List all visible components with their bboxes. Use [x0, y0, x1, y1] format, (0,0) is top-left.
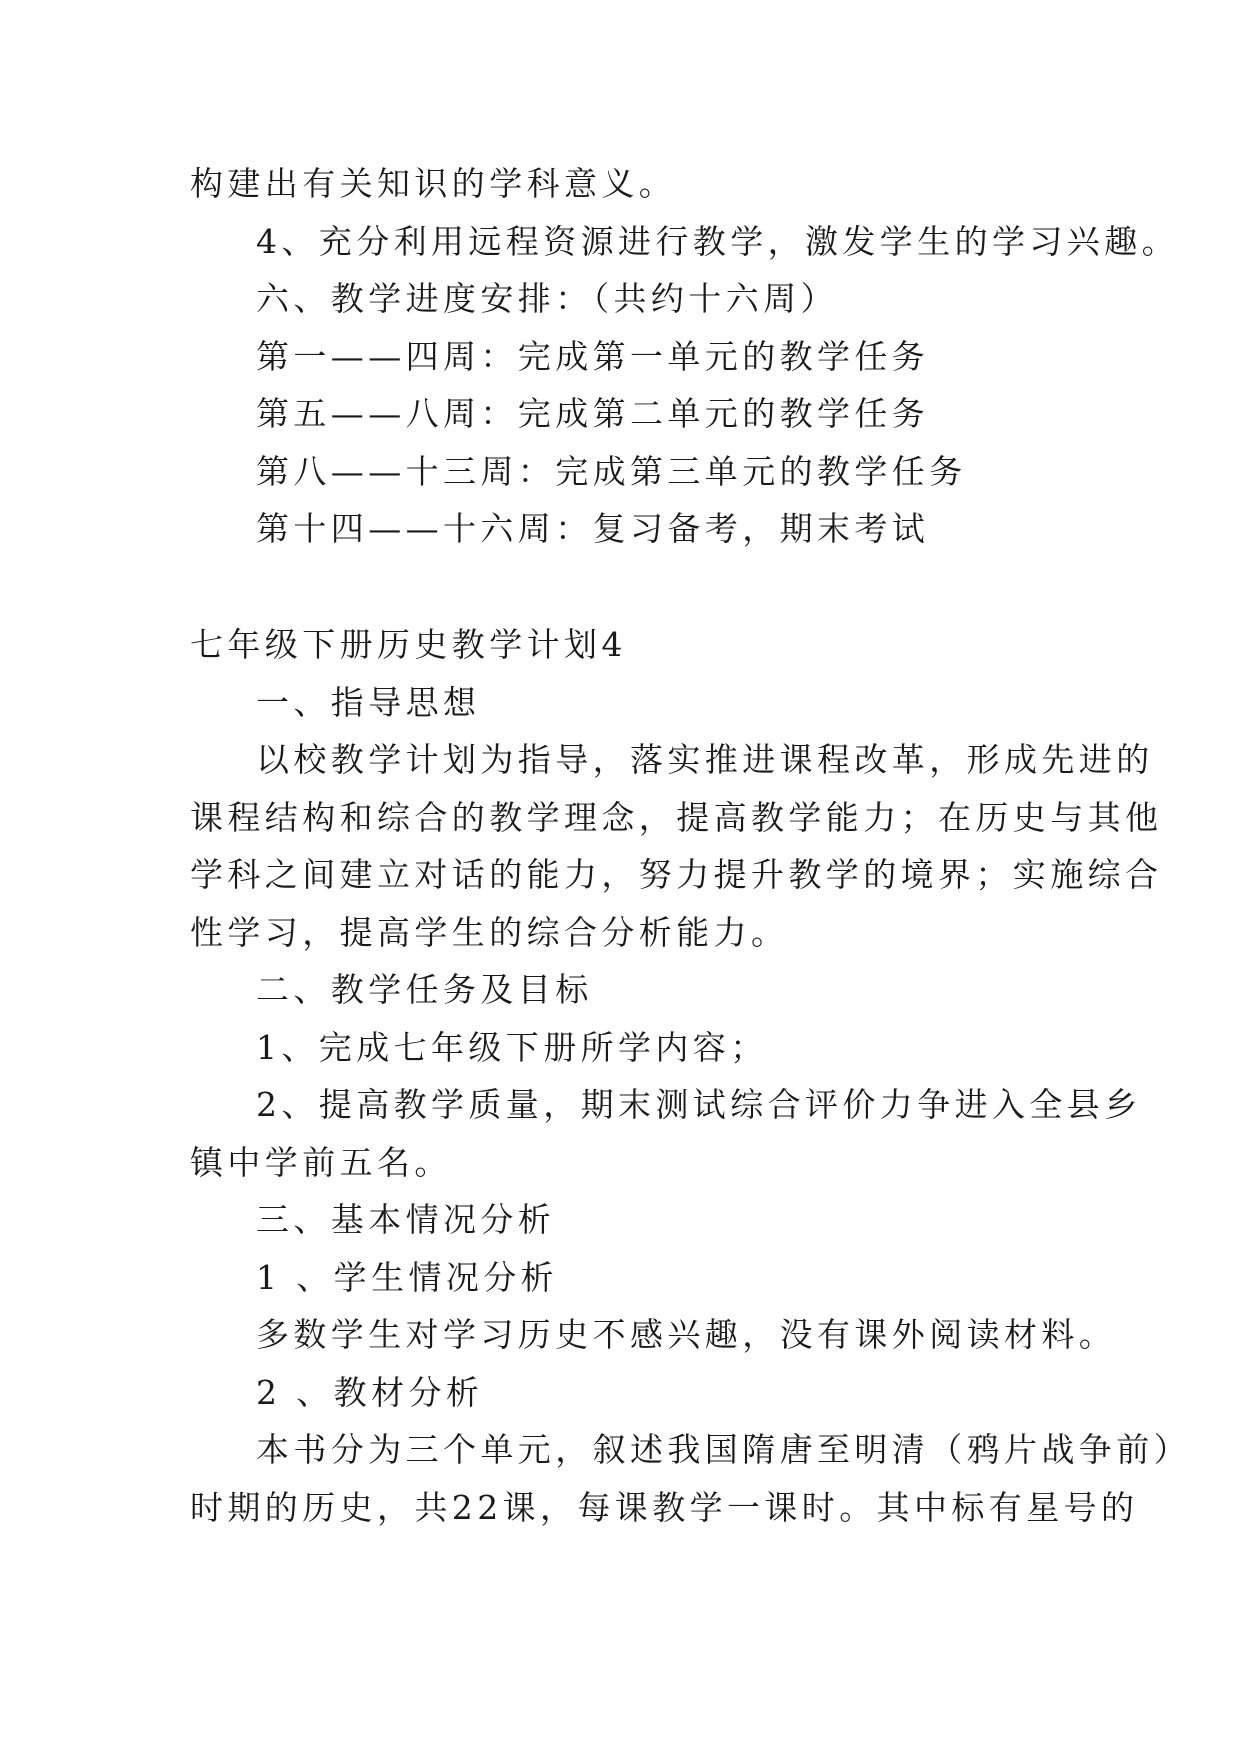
- task-item-1: 1、完成七年级下册所学内容；: [256, 1028, 768, 1067]
- task-item-2: 2、提高教学质量，期末测试综合评价力争进入全县乡: [256, 1085, 1142, 1124]
- section-heading-schedule: 六、教学进度安排：（共约十六周）: [256, 279, 838, 318]
- paragraph-line: 性学习，提高学生的综合分析能力。: [190, 913, 789, 952]
- paragraph-line: 镇中学前五名。: [190, 1143, 452, 1182]
- paragraph-line: 多数学生对学习历史不感兴趣，没有课外阅读材料。: [256, 1315, 1117, 1354]
- paragraph-line: 学科之间建立对话的能力，努力提升教学的境界；实施综合: [190, 855, 1163, 894]
- section-heading-analysis: 三、基本情况分析: [256, 1200, 556, 1239]
- schedule-item-4: 第十四——十六周：复习备考，期末考试: [256, 509, 930, 548]
- subheading-students: 1 、学生情况分析: [256, 1258, 559, 1297]
- paragraph-line: 本书分为三个单元，叙述我国隋唐至明清（鸦片战争前）: [256, 1430, 1191, 1469]
- document-title: 七年级下册历史教学计划4: [190, 625, 627, 664]
- paragraph-line: 课程结构和综合的教学理念，提高教学能力；在历史与其他: [190, 798, 1163, 837]
- paragraph-continuation: 构建出有关知识的学科意义。: [190, 164, 677, 203]
- section-heading-tasks: 二、教学任务及目标: [256, 970, 593, 1009]
- schedule-item-1: 第一——四周：完成第一单元的教学任务: [256, 337, 930, 376]
- schedule-item-3: 第八——十三周：完成第三单元的教学任务: [256, 452, 967, 491]
- paragraph-line: 时期的历史，共22课，每课教学一课时。其中标有星号的: [190, 1488, 1139, 1527]
- paragraph-line: 以校教学计划为指导，落实推进课程改革，形成先进的: [256, 740, 1154, 779]
- schedule-item-2: 第五——八周：完成第二单元的教学任务: [256, 394, 930, 433]
- subheading-textbook: 2 、教材分析: [256, 1373, 484, 1412]
- list-item-4: 4、充分利用远程资源进行教学，激发学生的学习兴趣。: [256, 222, 1179, 261]
- section-heading-guiding-idea: 一、指导思想: [256, 683, 481, 722]
